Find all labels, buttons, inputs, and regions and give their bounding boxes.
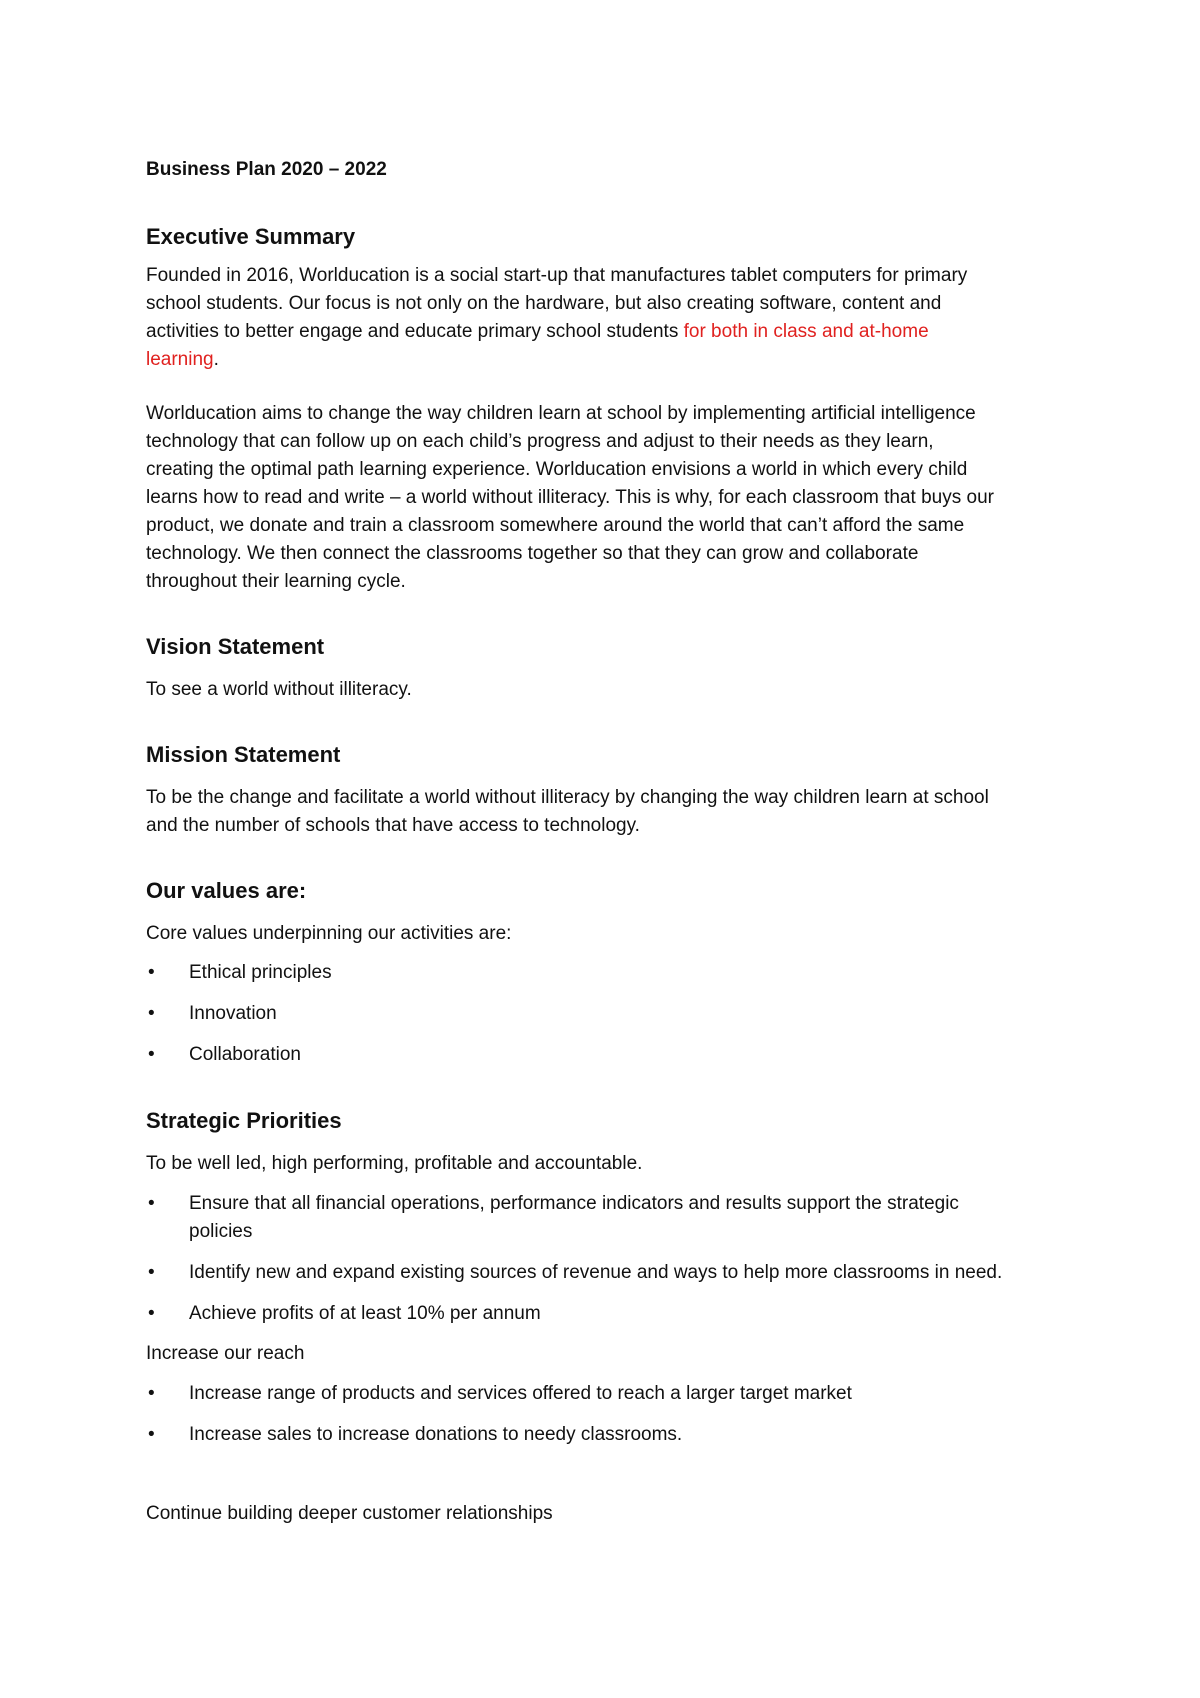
- mission-text: [146, 784, 1066, 840]
- text-line: product, we donate and train a classroom somewhere around the world that can’t afford the same: [146, 515, 965, 536]
- text-line: technology that can follow up on each child’s progress and adjust to their needs as they learn,: [146, 431, 934, 452]
- heading-vision-statement: Vision Statement: [146, 634, 325, 659]
- strategic-list: [146, 1190, 1066, 1341]
- highlighted-text: for both in class and at-home: [683, 321, 929, 342]
- text-line: To be the change and facilitate a world without illiteracy by changing the way children learn at school: [146, 787, 989, 808]
- text-line: Worlducation aims to change the way children learn at school by implementing artificial intelligence: [146, 403, 976, 424]
- text-line: school students. Our focus is not only on the hardware, but also creating software, content and: [146, 293, 942, 314]
- bullet-icon: •: [148, 1424, 155, 1445]
- heading-executive-summary: Executive Summary: [146, 224, 356, 249]
- list-item: • Achieve profits of at least 10% per annum: [146, 1300, 1066, 1328]
- reach-intro: Increase our reach: [146, 1343, 305, 1364]
- bullet-icon: •: [148, 1383, 155, 1404]
- executive-summary-paragraph-2: [146, 400, 1066, 596]
- list-item: • Ethical principles: [146, 959, 1066, 987]
- list-item: • Collaboration: [146, 1041, 1066, 1069]
- values-intro: Core values underpinning our activities are:: [146, 923, 512, 944]
- text-line: activities to better engage and educate primary school students: [146, 321, 684, 342]
- executive-summary-paragraph-1: [146, 262, 1066, 374]
- list-item: • Increase range of products and services offered to reach a larger target market: [146, 1380, 1066, 1408]
- highlighted-text: learning: [146, 349, 214, 370]
- bullet-icon: •: [148, 1303, 155, 1324]
- heading-mission-statement: Mission Statement: [146, 742, 341, 767]
- values-list: [146, 959, 1066, 1082]
- bullet-icon: •: [148, 1003, 155, 1024]
- list-item: • Ensure that all financial operations, performance indicators and results support the strategic policies: [146, 1190, 1066, 1246]
- heading-values: Our values are:: [146, 878, 307, 903]
- bullet-icon: •: [148, 962, 155, 983]
- bullet-icon: •: [148, 1044, 155, 1065]
- reach-list: [146, 1380, 1066, 1462]
- text-line: technology. We then connect the classrooms together so that they can grow and collaborate: [146, 543, 919, 564]
- list-item: • Increase sales to increase donations to needy classrooms.: [146, 1421, 1066, 1449]
- bullet-icon: •: [148, 1262, 155, 1283]
- document-title: Business Plan 2020 – 2022: [146, 159, 387, 180]
- text-line: Founded in 2016, Worlducation is a social start-up that manufactures tablet computers for primary: [146, 265, 968, 286]
- text-line: learns how to read and write – a world without illiteracy. This is why, for each classroom that buys our: [146, 487, 994, 508]
- text-line: throughout their learning cycle.: [146, 571, 406, 592]
- bullet-icon: •: [148, 1193, 155, 1214]
- text-line: creating the optimal path learning experience. Worlducation envisions a world in which every child: [146, 459, 968, 480]
- text-line: .: [213, 349, 219, 370]
- heading-strategic-priorities: Strategic Priorities: [146, 1108, 342, 1133]
- vision-text: To see a world without illiteracy.: [146, 679, 412, 700]
- list-item: • Identify new and expand existing sources of revenue and ways to help more classrooms in need.: [146, 1259, 1066, 1287]
- strategic-intro: To be well led, high performing, profitable and accountable.: [146, 1153, 643, 1174]
- closing-text: Continue building deeper customer relationships: [146, 1503, 553, 1524]
- text-line: and the number of schools that have access to technology.: [146, 815, 640, 836]
- list-item: • Innovation: [146, 1000, 1066, 1028]
